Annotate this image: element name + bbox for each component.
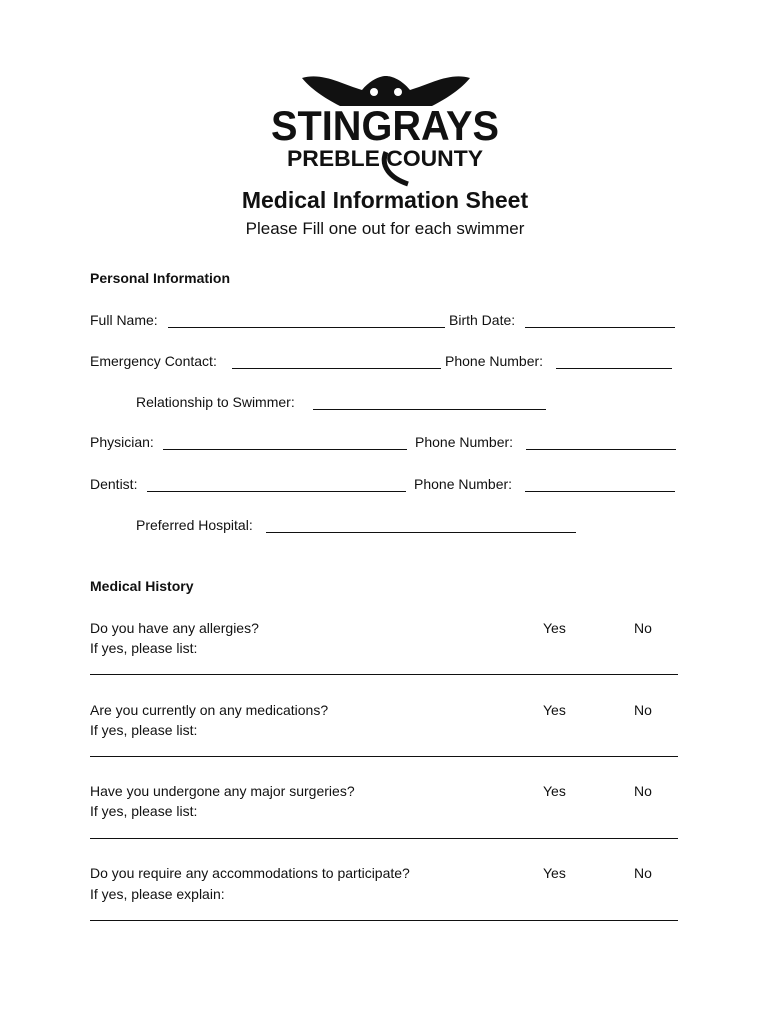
- followup-accommodations: If yes, please explain:: [90, 886, 225, 902]
- answer-line-accommodations[interactable]: [90, 920, 678, 921]
- answer-no-accommodations[interactable]: No: [634, 865, 652, 881]
- dentist-label: Dentist:: [90, 476, 138, 492]
- answer-yes-accommodations[interactable]: Yes: [543, 865, 566, 881]
- full-name-label: Full Name:: [90, 312, 158, 328]
- question-accommodations: Do you require any accommodations to participate?: [90, 865, 410, 881]
- physician-field[interactable]: [163, 435, 407, 450]
- answer-line-surgeries[interactable]: [90, 838, 678, 839]
- personal-info-heading: Personal Information: [90, 270, 231, 286]
- physician-phone-field[interactable]: [526, 435, 676, 450]
- relationship-field[interactable]: [313, 395, 546, 410]
- answer-yes-medications[interactable]: Yes: [543, 702, 566, 718]
- followup-allergies: If yes, please list:: [90, 640, 198, 656]
- answer-line-medications[interactable]: [90, 756, 678, 757]
- logo-line2: PREBLE COUNTY: [287, 146, 484, 171]
- followup-medications: If yes, please list:: [90, 722, 198, 738]
- followup-surgeries: If yes, please list:: [90, 803, 198, 819]
- answer-yes-allergies[interactable]: Yes: [543, 620, 566, 636]
- emergency-phone-label: Phone Number:: [445, 353, 544, 369]
- answer-no-allergies[interactable]: No: [634, 620, 652, 636]
- page-subtitle: Please Fill one out for each swimmer: [245, 219, 525, 238]
- medical-history-heading: Medical History: [90, 578, 194, 594]
- dentist-phone-label: Phone Number:: [414, 476, 513, 492]
- emergency-contact-field[interactable]: [232, 354, 441, 369]
- answer-line-allergies[interactable]: [90, 674, 678, 675]
- dentist-field[interactable]: [147, 477, 406, 492]
- dentist-phone-field[interactable]: [525, 477, 675, 492]
- emergency-contact-label: Emergency Contact:: [90, 353, 217, 369]
- answer-yes-surgeries[interactable]: Yes: [543, 783, 566, 799]
- hospital-label: Preferred Hospital:: [136, 517, 253, 533]
- question-medications: Are you currently on any medications?: [90, 702, 329, 718]
- physician-phone-label: Phone Number:: [415, 434, 514, 450]
- physician-label: Physician:: [90, 434, 154, 450]
- relationship-label: Relationship to Swimmer:: [136, 394, 295, 410]
- hospital-field[interactable]: [266, 518, 576, 533]
- question-allergies: Do you have any allergies?: [90, 620, 259, 636]
- question-surgeries: Have you undergone any major surgeries?: [90, 783, 355, 799]
- birth-date-field[interactable]: [525, 313, 675, 328]
- stingrays-logo: [262, 66, 508, 192]
- answer-no-surgeries[interactable]: No: [634, 783, 652, 799]
- birth-date-label: Birth Date:: [449, 312, 516, 328]
- emergency-phone-field[interactable]: [556, 354, 672, 369]
- logo-line1: STINGRAYS: [271, 102, 499, 149]
- answer-no-medications[interactable]: No: [634, 702, 652, 718]
- page-title: Medical Information Sheet: [241, 187, 529, 213]
- full-name-field[interactable]: [168, 313, 445, 328]
